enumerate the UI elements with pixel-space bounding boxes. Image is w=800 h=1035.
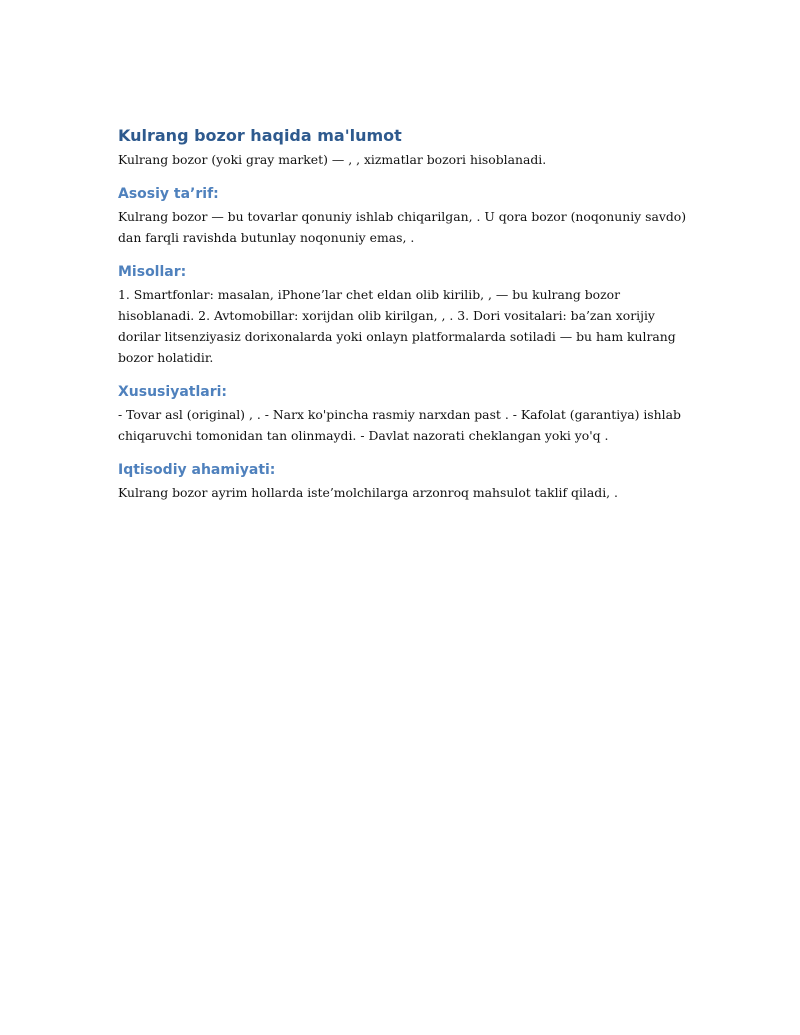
section-heading-economic-importance: Iqtisodiy ahamiyati: bbox=[118, 462, 276, 478]
section-heading-examples: Misollar: bbox=[118, 264, 187, 280]
document-page bbox=[118, 125, 688, 503]
document-title: Kulrang bozor haqida ma'lumot bbox=[118, 126, 402, 145]
section-body-definition: Kulrang bozor — bu tovarlar qonuniy ishlab chiqarilgan, . U qora bozor (noqonuniy savdo) dan farqli ravishda butunlay noqonuniy emas, . bbox=[118, 209, 687, 245]
section-heading-definition: Asosiy ta’rif: bbox=[118, 186, 219, 202]
section-heading-features: Xususiyatlari: bbox=[118, 384, 228, 400]
section-body-features: - Tovar asl (original) , . - Narx ko'pincha rasmiy narxdan past . - Kafolat (garantiya) ishlab chiqaruvchi tomonidan tan olinmaydi. - Davlat nazorati cheklangan yoki yo'q . bbox=[118, 407, 681, 443]
intro-paragraph: Kulrang bozor (yoki gray market) — , , xizmatlar bozori hisoblanadi. bbox=[118, 152, 547, 167]
section-body-economic-importance: Kulrang bozor ayrim hollarda iste’molchilarga arzonroq mahsulot taklif qiladi, . bbox=[118, 485, 618, 500]
section-body-examples: 1. Smartfonlar: masalan, iPhone’lar chet eldan olib kirilib, , — bu kulrang bozor hisoblanadi. 2. Avtomobillar: xorijdan olib kirilgan, , . 3. Dori vositalari: ba’zan xorijiy dorilar litsenziyasiz dorixonalarda yoki onlayn platformalarda sotiladi — bu ham kulrang bozor holatidir. bbox=[118, 287, 676, 365]
